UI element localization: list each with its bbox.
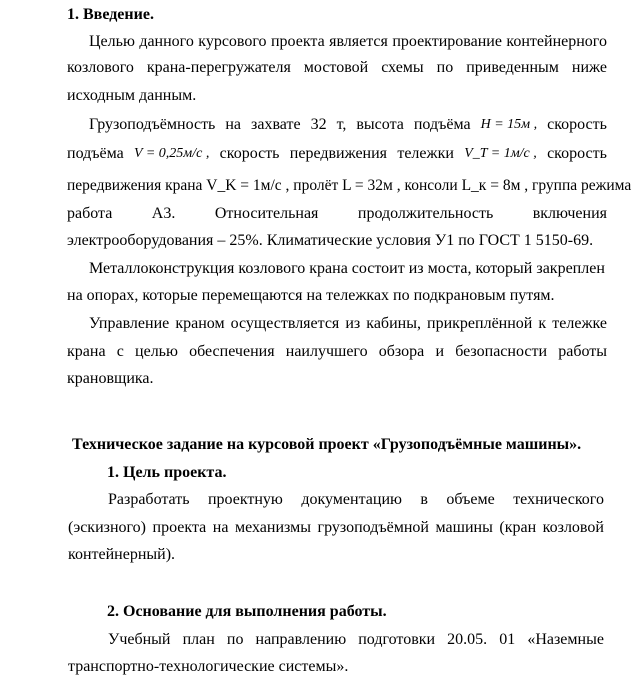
intro-line-3: исходным данным. <box>67 87 197 104</box>
word: Управление <box>89 315 170 332</box>
formula-height: H = 15м , <box>480 117 538 132</box>
word: кабины, <box>366 315 421 332</box>
word: 20.05. <box>447 631 488 648</box>
word: является <box>329 33 388 50</box>
word: Целью <box>89 33 135 50</box>
params-line-3: передвижения крана V_K = 1м/с , пролёт L = 32м , консоли L_к = 8м , группа режима <box>67 177 632 194</box>
word: объеме <box>446 491 495 508</box>
word: Учебный <box>108 631 171 648</box>
word: наилучшего <box>285 343 368 360</box>
word: механизмы <box>235 519 311 536</box>
word: из <box>345 315 361 332</box>
word: тележке <box>552 315 607 332</box>
word: обзора <box>378 343 425 360</box>
word: т, <box>336 116 347 133</box>
word: работы <box>558 343 607 360</box>
word: грузоподъёмной <box>317 519 429 536</box>
word: к <box>538 315 547 332</box>
goal-heading: 1. Цель проекта. <box>107 464 227 481</box>
word: схемы <box>381 59 424 76</box>
word: высота <box>356 116 404 133</box>
goal-line-1 <box>108 490 604 510</box>
word: крана <box>67 343 106 360</box>
word: по <box>436 59 454 76</box>
basis-line-2: транспортно-технологические системы». <box>68 658 349 675</box>
word: А3. <box>151 205 176 222</box>
word: и <box>435 343 444 360</box>
word: краном <box>175 315 225 332</box>
word: Разработать <box>108 491 190 508</box>
word: работа <box>67 205 113 222</box>
word: 32 <box>310 116 327 133</box>
word: машины <box>435 519 493 536</box>
control-line-1 <box>89 314 607 334</box>
word: направлению <box>255 631 347 648</box>
word: скорость <box>219 145 280 162</box>
word: скорость <box>547 116 607 133</box>
goal-line-3: контейнерный). <box>68 546 176 563</box>
intro-line-2 <box>67 58 607 78</box>
word: по <box>226 631 244 648</box>
basis-heading: 2. Основание для выполнения работы. <box>107 603 387 620</box>
word: обеспечения <box>189 343 275 360</box>
word: (эскизного) <box>68 519 147 536</box>
word: в <box>420 491 428 508</box>
params-line-5: электрооборудования – 25%. Климатические условия У1 по ГОСТ 1 5150-69. <box>67 232 594 249</box>
goal-line-2 <box>68 518 604 538</box>
word: козловой <box>542 519 604 536</box>
word: технического <box>513 491 604 508</box>
word: крана-перегружателя <box>146 59 291 76</box>
word: включения <box>532 205 607 222</box>
word: передвижения <box>289 145 388 162</box>
metal-line-2: на опорах, которые перемещаются на тележках по подкрановым путям. <box>67 287 555 304</box>
tz-title: Техническое задание на курсовой проект «Грузоподъёмные машины». <box>72 436 582 453</box>
metal-line-1: Металлоконструкция козлового крана состоит из моста, который закреплен <box>89 260 605 277</box>
word: Относительная <box>214 205 319 222</box>
word: мостовой <box>303 59 369 76</box>
basis-line-1 <box>108 630 604 650</box>
word: осуществляется <box>230 315 340 332</box>
params-line-1 <box>89 115 607 135</box>
word: подъёма <box>67 145 124 162</box>
word: подготовки <box>358 631 436 648</box>
word: приведенным <box>466 59 559 76</box>
intro-line-1 <box>89 32 607 52</box>
word: проекта <box>270 33 325 50</box>
word: проектирование <box>392 33 502 50</box>
params-line-4 <box>67 204 607 224</box>
word: скорость <box>547 145 607 162</box>
word: документацию <box>301 491 402 508</box>
word: на <box>212 519 229 536</box>
word: (кран <box>499 519 537 536</box>
word: подъёма <box>413 116 471 133</box>
word: план <box>182 631 215 648</box>
word: проектную <box>207 491 283 508</box>
word: козлового <box>67 59 134 76</box>
formula-trolley-speed: V_T = 1м/с , <box>464 146 537 161</box>
control-line-3: крановщика. <box>67 370 154 387</box>
word: данного <box>139 33 194 50</box>
word: тележки <box>397 145 454 162</box>
word: целью <box>135 343 178 360</box>
word: ниже <box>571 59 607 76</box>
word: проекта <box>152 519 207 536</box>
word: захвате <box>251 116 301 133</box>
heading-introduction: 1. Введение. <box>67 6 154 23</box>
control-line-2 <box>67 342 607 362</box>
word: «Наземные <box>527 631 604 648</box>
params-line-2 <box>67 144 607 164</box>
word: курсового <box>198 33 267 50</box>
word: контейнерного <box>506 33 607 50</box>
word: прикреплённой <box>427 315 533 332</box>
word: с <box>116 343 124 360</box>
word: безопасности <box>455 343 548 360</box>
word: продолжительность <box>357 205 494 222</box>
word: Грузоподъёмность <box>89 116 216 133</box>
word: на <box>225 116 242 133</box>
formula-lift-speed: V = 0,25м/с , <box>134 146 210 161</box>
word: 01 <box>499 631 516 648</box>
